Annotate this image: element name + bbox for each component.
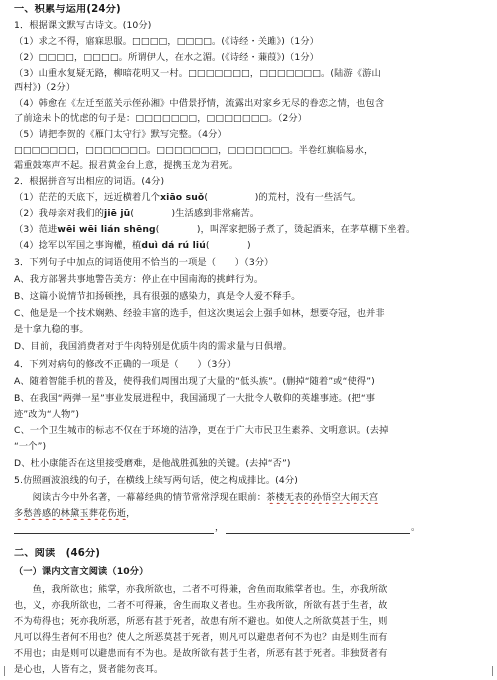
q2-item-4 bbox=[14, 240, 485, 252]
q2-item-3-pinyin: wēi wēi lián shēng bbox=[57, 224, 156, 235]
passage-line-3: 不为苟得也；死亦我所恶，所恶有甚于死者，故患有所不避也。如使人之所欲莫甚于生，则 bbox=[14, 616, 388, 627]
q2-item-2 bbox=[14, 208, 485, 220]
q5-wavy-sentence-2: 多愁善感的林黛玉葬花伤逝 bbox=[14, 508, 127, 519]
section1-heading: 一、积累与运用(24分) bbox=[14, 4, 121, 15]
q2-item-3 bbox=[14, 224, 485, 236]
q4-stem: 4．下列对病句的修改不正确的一项是（ ）（3分） bbox=[14, 359, 237, 370]
q4-option-a: A、随着智能手机的普及，使得我们周围出现了大量的“低头族”。(删掉“随着”或“使得”) bbox=[14, 376, 375, 387]
q1-item-4: （4）韩愈在《左迁至蓝关示侄孙湘》中借景抒情，流露出对家乡无尽的眷恋之情，也包含 bbox=[14, 98, 385, 109]
q5-wavy-sentence-1: 茶楼无表的孙悟空大闹天宫 bbox=[266, 492, 379, 503]
q1-item-5: （5）请把李贺的《雁门太守行》默写完整。（4分） bbox=[14, 129, 227, 140]
q2-item-4-suffix: ( ) bbox=[205, 240, 251, 251]
q5-answer-blank-1[interactable] bbox=[14, 533, 214, 534]
passage-line-6: 是心也，人皆有之，贤者能勿丧耳。 bbox=[14, 664, 164, 675]
q5-answer-blank-2[interactable] bbox=[226, 533, 410, 534]
q4-option-c: C、一个卫生城市的标志不仅在于环境的洁净，更在于广大市民卫生素养、文明意识。(去掉 bbox=[14, 425, 389, 436]
passage-line-5: 不用也；由是则可以避患而有不为也。是故所欲有甚于生者，所恶有甚于死者。非独贤者有 bbox=[14, 648, 388, 659]
q2-item-4-prefix: （4）捻军以军国之事询權，植 bbox=[14, 240, 142, 251]
section2-heading: 二、阅读 (46分) bbox=[14, 548, 101, 559]
q1-item-4-cont: 了前途未卜的忧虑的句子是：□□□□□□□，□□□□□□□。（2分） bbox=[14, 113, 308, 124]
q4-option-c-cont: “一个”) bbox=[14, 441, 47, 452]
q2-stem: 2．根据拼音写出相应的词语。(4分) bbox=[14, 176, 165, 187]
q4-option-b: B、在我国“两弹一星”事业发展进程中，我国涌现了一大批令人敬仰的英雄事迹。(把“事 bbox=[14, 393, 376, 404]
q2-item-1-prefix: （1）茫茫的天底下，远近横着几个 bbox=[14, 192, 161, 203]
q3-option-c-cont: 是十拿九稳的事。 bbox=[14, 324, 89, 335]
q2-item-1 bbox=[14, 192, 485, 204]
q1-item-1: （1）求之不得，寤寐思服。□□□□，□□□□。(《诗经・关雎》)（1分） bbox=[14, 36, 320, 47]
q5-line-2-punct: ， bbox=[126, 508, 136, 519]
q2-item-3-prefix: （3）范进 bbox=[14, 224, 58, 235]
passage-line-4: 凡可以得生者何不用也？使人之所恶莫甚于死者，则凡可以避患者何不为也？由是则生而有 bbox=[14, 632, 388, 643]
crop-mark-right bbox=[482, 666, 493, 676]
section2-subheading: （一）课内文言文阅读（10分） bbox=[14, 566, 149, 577]
q2-item-1-suffix: ( )的荒村，没有一些活气。 bbox=[204, 192, 362, 203]
q1-item-3-cont: 西村》)（2分） bbox=[14, 82, 76, 93]
q5-line-2 bbox=[14, 508, 485, 520]
q2-item-2-prefix: （2）我母亲对我们的 bbox=[14, 208, 105, 219]
passage-line-2: 也，义，亦我所欲也，二者不可得兼，舍生而取义者也。生亦我所欲，所欲有甚于生者，故 bbox=[14, 600, 388, 611]
q3-option-a: A、我方部署共事地警告美方：停止在中国南海的挑衅行为。 bbox=[14, 274, 264, 285]
q3-stem: 3．下列句子中加点的词语使用不恰当的一项是（ ）（3分） bbox=[14, 257, 274, 268]
q2-item-3-suffix: ( )，叫浑家把肠子煮了，烫起酒来，在茅草棚下坐着。 bbox=[155, 224, 416, 235]
q2-item-2-pinyin: jiē jū bbox=[104, 208, 131, 219]
q5-blank-separator: ， bbox=[215, 522, 225, 533]
q1-item-5-cont2: 霜重鼓寒声不起。报君黄金台上意，提携玉龙为君死。 bbox=[14, 160, 239, 171]
q5-blank-end: 。 bbox=[411, 522, 421, 533]
q1-item-2: （2）□□□□，□□□□。所谓伊人，在水之湄。(《诗经・蒹葭》)（1分） bbox=[14, 52, 320, 63]
q2-item-1-pinyin: xiāo suǒ bbox=[160, 192, 205, 203]
q2-item-2-suffix: ( )生活感到非常痛苦。 bbox=[130, 208, 260, 219]
q5-intro-text: 阅读古今中外名著，一幕幕经典的情节常常浮现在眼前： bbox=[14, 492, 267, 503]
q3-option-c: C、他是是一个技术娴熟、经验丰富的选手，但这次奥运会上强手如林，想要夺冠，也并非 bbox=[14, 308, 385, 319]
q4-option-b-cont: 迹”改为“人物”) bbox=[14, 409, 80, 420]
q3-option-b: B、这篇小说情节扣扬顿挫，具有很强的感染力，真是令人爱不释手。 bbox=[14, 291, 301, 302]
q5-line-1 bbox=[14, 492, 485, 504]
crop-mark-left bbox=[4, 666, 15, 676]
q1-item-3: （3）山重水复疑无路，柳暗花明又一村。□□□□□□□，□□□□□□□。(陆游《游山 bbox=[14, 68, 381, 79]
q1-item-5-cont: □□□□□□□，□□□□□□□。□□□□□□□，□□□□□□□。半卷红旗临易水， bbox=[14, 145, 374, 156]
q5-stem: 5.仿照画波浪线的句子，在横线上续写两句话，使之构成排比。(4分) bbox=[14, 475, 298, 486]
passage-line-1: 鱼，我所欲也；熊掌，亦我所欲也，二者不可得兼，舍鱼而取熊掌者也。生，亦我所欲 bbox=[14, 584, 388, 595]
q4-option-d: D、杜小康能否在这里接受磨难，是他战胜孤独的关键。(去掉“否”) bbox=[14, 458, 291, 469]
q3-option-d: D、目前，我国消费者对于牛肉特别是优质牛肉的需求量与日俱增。 bbox=[14, 341, 293, 352]
q2-item-4-pinyin: duì dá rú liú bbox=[141, 240, 206, 251]
q1-stem: 1．根据课文默写古诗文。(10分) bbox=[14, 20, 152, 31]
